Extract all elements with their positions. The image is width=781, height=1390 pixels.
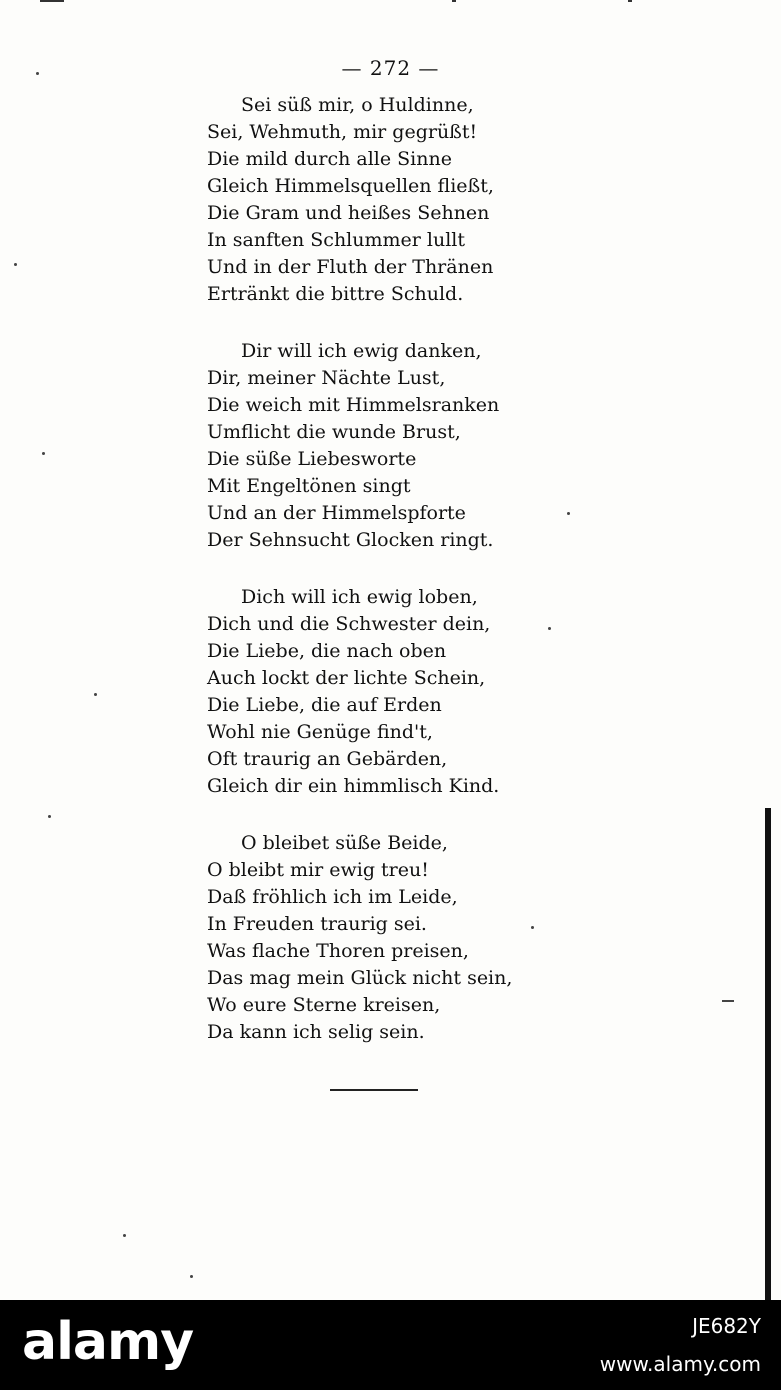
print-speck <box>123 1234 126 1237</box>
verse-line: Und an der Himmelspforte <box>207 502 466 524</box>
verse-line: Und in der Fluth der Thränen <box>207 256 494 278</box>
print-speck <box>548 627 551 630</box>
verse-line: Die mild durch alle Sinne <box>207 148 452 170</box>
watermark-url: www.alamy.com <box>599 1352 761 1376</box>
verse-line: Da kann ich selig sein. <box>207 1021 425 1043</box>
verse-line: O bleibet süße Beide, <box>241 832 448 854</box>
verse-line: Das mag mein Glück nicht sein, <box>207 967 513 989</box>
print-speck <box>36 72 39 75</box>
print-speck <box>42 452 45 455</box>
print-speck <box>94 693 97 696</box>
watermark-bar <box>0 1300 781 1390</box>
verse-line: Ertränkt die bittre Schuld. <box>207 283 464 305</box>
verse-line: Was flache Thoren preisen, <box>207 940 469 962</box>
verse-line: Umflicht die wunde Brust, <box>207 421 461 443</box>
verse-line: Gleich Himmelsquellen fließt, <box>207 175 494 197</box>
top-edge-mark <box>628 0 632 2</box>
binding-edge <box>765 808 771 1300</box>
stanza <box>207 584 527 800</box>
top-edge-mark <box>452 0 456 2</box>
verse-line: Sei süß mir, o Huldinne, <box>241 94 474 116</box>
image-id: JE682Y <box>692 1314 761 1338</box>
verse-line: In sanften Schlummer lullt <box>207 229 465 251</box>
stanza <box>207 830 527 1046</box>
print-speck <box>531 926 534 929</box>
print-speck <box>48 815 51 818</box>
verse-line: In Freuden traurig sei. <box>207 913 427 935</box>
verse-line: Die Liebe, die auf Erden <box>207 694 442 716</box>
verse-line: Dich und die Schwester dein, <box>207 613 491 635</box>
verse-line: Oft traurig an Gebärden, <box>207 748 448 770</box>
verse-line: Wo eure Sterne kreisen, <box>207 994 441 1016</box>
stanza <box>207 92 527 308</box>
top-edge-mark <box>40 0 64 2</box>
verse-line: Gleich dir ein himmlisch Kind. <box>207 775 500 797</box>
verse-line: Die süße Liebesworte <box>207 448 417 470</box>
verse-line: Die weich mit Himmelsranken <box>207 394 500 416</box>
verse-line: Daß fröhlich ich im Leide, <box>207 886 458 908</box>
print-speck <box>722 1000 734 1002</box>
alamy-logo: alamy <box>22 1312 194 1372</box>
verse-line: Die Liebe, die nach oben <box>207 640 447 662</box>
page-number: — 272 — <box>341 56 440 80</box>
verse-line: Dir, meiner Nächte Lust, <box>207 367 446 389</box>
verse-line: Auch lockt der lichte Schein, <box>207 667 486 689</box>
verse-line: Die Gram und heißes Sehnen <box>207 202 490 224</box>
verse-line: Mit Engeltönen singt <box>207 475 411 497</box>
verse-line: Dich will ich ewig loben, <box>241 586 478 608</box>
end-rule <box>330 1089 418 1091</box>
verse-line: Dir will ich ewig danken, <box>241 340 482 362</box>
print-speck <box>567 512 570 515</box>
print-speck <box>14 263 17 266</box>
stanza <box>207 338 527 554</box>
verse-line: O bleibt mir ewig treu! <box>207 859 429 881</box>
verse-line: Sei, Wehmuth, mir gegrüßt! <box>207 121 478 143</box>
print-speck <box>190 1275 193 1278</box>
verse-line: Wohl nie Genüge find't, <box>207 721 433 743</box>
verse-line: Der Sehnsucht Glocken ringt. <box>207 529 494 551</box>
